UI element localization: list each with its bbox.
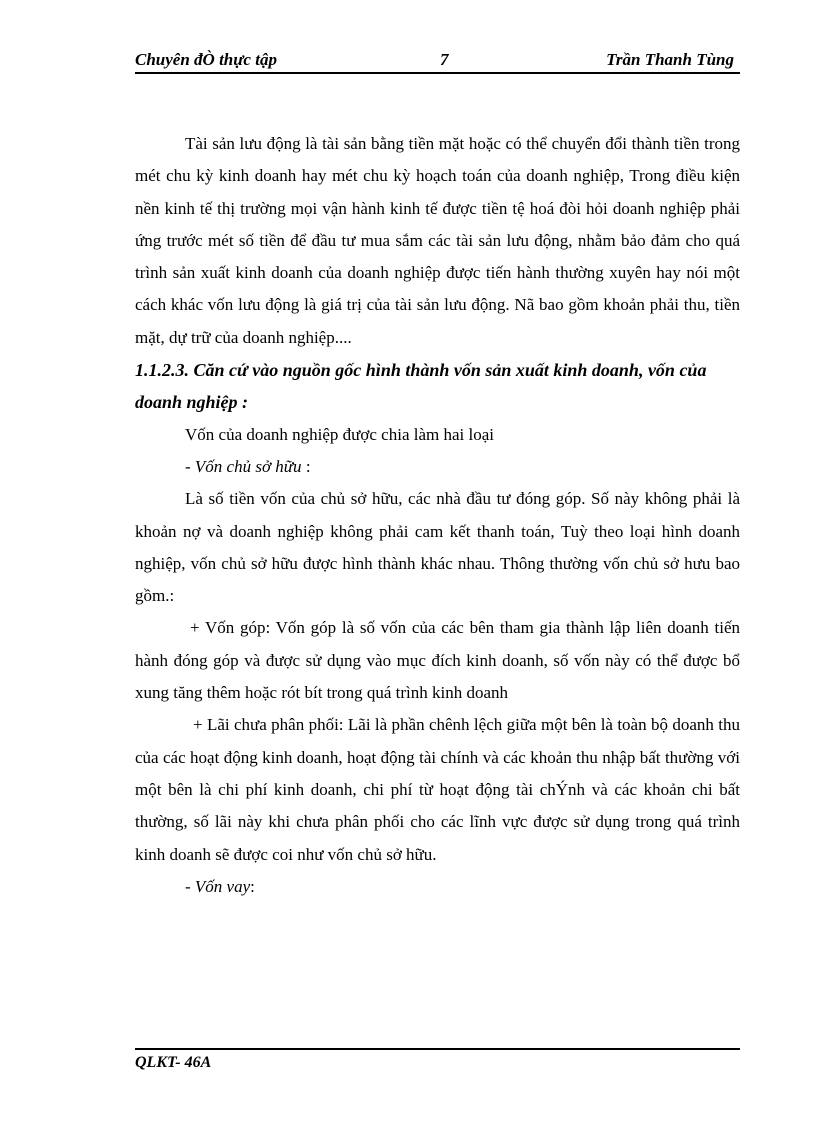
header-title: Chuyên đÒ thực tập — [135, 50, 277, 69]
list-item-suffix: : — [250, 876, 255, 896]
paragraph-capital-types: Vốn của doanh nghiệp được chia làm hai loại — [185, 424, 494, 444]
paragraph-equity: Là số tiền vốn của chủ sở hữu, các nhà đầu tư đóng góp. Số này không phải là khoản nợ và doanh nghiệp không phải cam kết thanh toán, Tuỳ theo loại hình doanh nghiệp, vốn chủ sở hữu được hình thành khác nhau. Thông thường vốn chủ sở hưu bao gồm.: — [135, 489, 740, 606]
list-dash: - — [185, 876, 195, 896]
page-header — [135, 50, 740, 74]
list-item-label: Vốn vay — [194, 876, 251, 896]
document-body — [135, 128, 740, 903]
list-item-loans — [135, 871, 740, 903]
header-author: Trần Thanh Tùng — [606, 50, 734, 69]
paragraph-current-assets: Tài sản lưu động là tài sản bằng tiền mặt hoặc có thể chuyển đổi thành tiền trong mét chu kỳ kinh doanh hay mét chu kỳ hoạch toán của doanh nghiệp, Trong điều kiện nền kinh tế thị trường mọi vận hành kinh tế được tiền tệ hoá đòi hỏi doanh nghiệp phải ứng trước mét số tiền để đầu tư mua sắm các tài sản lưu động, nhằm bảo đảm cho quá trình sản xuất kinh doanh của doanh nghiệp được tiến hành thường xuyên hay nói một cách khác vốn lưu động là giá trị của tài sản lưu động. Nã bao gồm khoản phải thu, tiền mặt, dự trữ của doanh nghiệp.... — [135, 134, 740, 347]
section-heading: 1.1.2.3. Căn cứ vào nguồn gốc hình thành vốn sản xuất kinh doanh, vốn của doanh nghiệp : — [135, 360, 707, 413]
paragraph-retained-earnings: + Lãi chưa phân phối: Lãi là phần chênh lệch giữa một bên là toàn bộ doanh thu của các hoạt động kinh doanh, hoạt động tài chính và các khoản thu nhập bất thường với một bên là chi phí kinh doanh, chi phí từ hoạt động tài chÝnh và các khoản chi bất thường, số lãi này khi chưa phân phối cho các lĩnh vực được sử dụng trong quá trình kinh doanh sẽ được coi như vốn chủ sở hữu. — [135, 715, 740, 864]
page-footer — [135, 1048, 740, 1072]
list-item-equity — [135, 451, 740, 483]
paragraph-contributed-capital: + Vốn góp: Vốn góp là số vốn của các bên tham gia thành lập liên doanh tiến hành đóng góp và được sử dụng vào mục đích kinh doanh, số vốn này có thể được bổ xung tăng thêm hoặc rót bít trong quá trình kinh doanh — [135, 618, 740, 703]
list-item-label: Vốn chủ sở hữu — [194, 456, 302, 476]
list-item-suffix: : — [301, 456, 311, 476]
page-number: 7 — [440, 50, 449, 69]
list-dash: - — [185, 456, 195, 476]
footer-text: QLKT- 46A — [135, 1054, 212, 1071]
